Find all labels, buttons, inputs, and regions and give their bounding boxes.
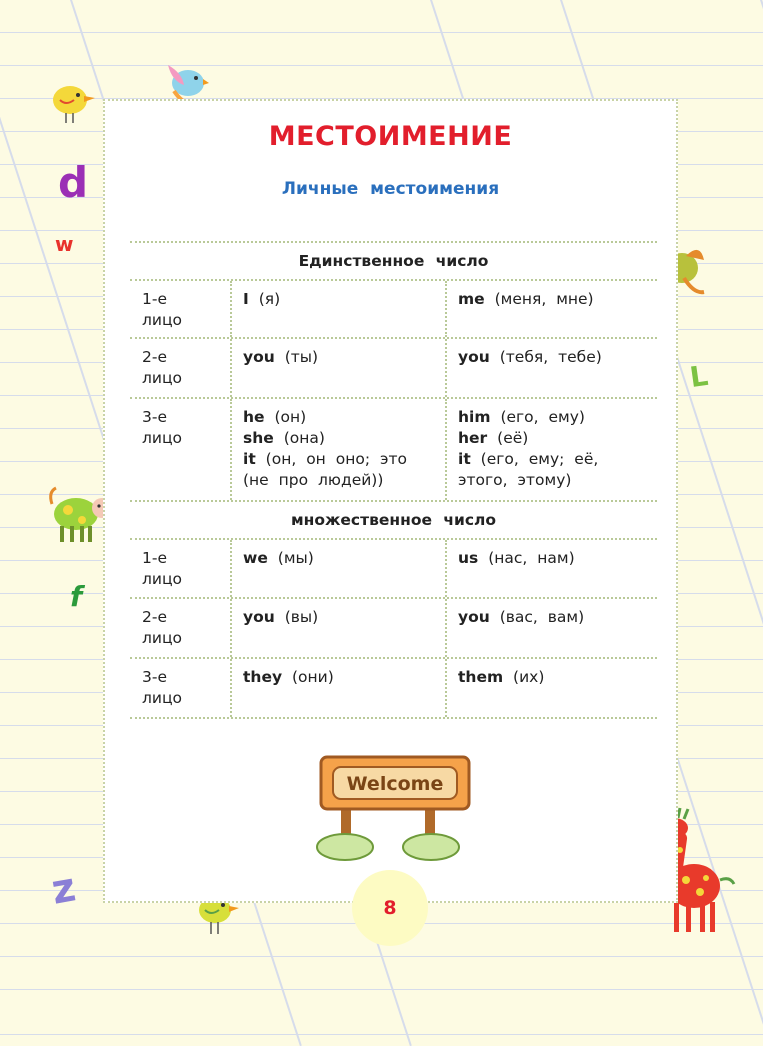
decor-letter-z: z: [48, 864, 80, 914]
yellow-bird-icon: [48, 78, 98, 128]
person-cell: 3-е лицо: [142, 408, 183, 447]
object-cell: them (их): [458, 668, 545, 686]
decor-letter-f: f: [70, 580, 83, 613]
object-cell: us (нас, нам): [458, 549, 575, 567]
object-cell: him (его, ему) her (её) it (его, ему; её, этого, этому): [458, 408, 599, 489]
content-panel: [103, 99, 678, 903]
table-row: [130, 659, 657, 719]
page-subtitle: Личные местоимения: [281, 179, 500, 199]
subject-cell: you (ты): [243, 348, 319, 366]
person-cell: 3-е лицо: [142, 668, 183, 707]
object-cell: you (тебя, тебе): [458, 348, 602, 366]
subject-cell: we (мы): [243, 549, 314, 567]
table-row: [130, 281, 657, 339]
object-cell: you (вас, вам): [458, 608, 585, 626]
subject-cell: he (он) she (она) it (он, он оно; это (не про людей)): [232, 399, 447, 500]
pronoun-table: [130, 241, 657, 719]
decor-letter-w: w: [55, 232, 74, 256]
table-row: [130, 599, 657, 659]
welcome-sign-icon: [315, 751, 475, 869]
plural-header: множественное число: [130, 502, 657, 540]
person-cell: 1-е лицо: [142, 290, 183, 329]
subject-cell: I (я): [243, 290, 281, 308]
welcome-sign-text: Welcome: [346, 773, 444, 795]
person-cell: 2-е лицо: [142, 608, 183, 647]
decor-letter-l: L: [687, 358, 711, 395]
table-row: [130, 540, 657, 599]
table-row: [130, 339, 657, 399]
page-number: 8: [352, 870, 428, 946]
person-cell: 2-е лицо: [142, 348, 183, 387]
decor-letter-d: d: [58, 158, 89, 207]
subject-cell: they (они): [243, 668, 334, 686]
object-cell: me (меня, мне): [458, 290, 594, 308]
page-title: МЕСТОИМЕНИЕ: [268, 121, 513, 152]
singular-header: Единственное число: [130, 241, 657, 281]
subject-cell: you (вы): [243, 608, 319, 626]
person-cell: 1-е лицо: [142, 549, 183, 588]
table-row: [130, 399, 657, 502]
